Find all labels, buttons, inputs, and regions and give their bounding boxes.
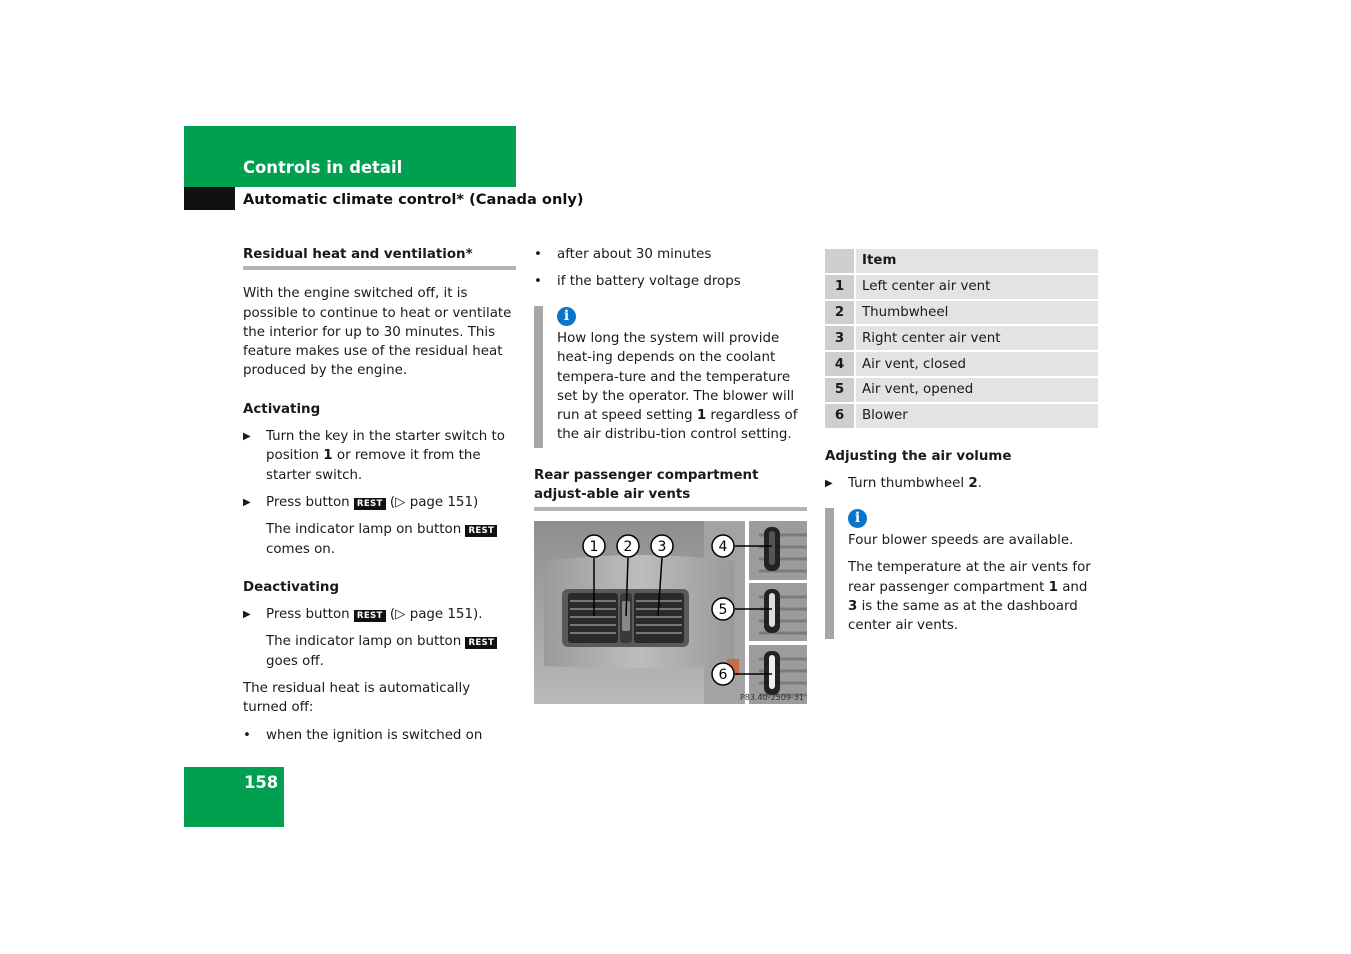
activating-result: The indicator lamp on button REST comes on. [243, 520, 516, 559]
table-row: 5 Air vent, opened [825, 378, 1098, 404]
left-vent-grille [568, 593, 618, 643]
table-row: 1 Left center air vent [825, 275, 1098, 301]
callout-2 [617, 535, 639, 557]
step-arrow-icon: ▶ [243, 431, 251, 443]
callout-5 [712, 598, 734, 620]
auto-off-bullet-1: • when the ignition is switched on [243, 726, 516, 745]
adjust-air-section [825, 447, 1098, 494]
step-arrow-icon: ▶ [243, 496, 251, 508]
inset-vent-opened [749, 583, 807, 641]
auto-off-bullet-3: • if the battery voltage drops [534, 272, 807, 291]
auto-off-bullet-2: • after about 30 minutes [534, 245, 807, 264]
bullet-dot: • [534, 247, 542, 262]
auto-off-paragraph: The residual heat is automatically turned off: [243, 681, 471, 716]
heading-rule [243, 266, 516, 270]
bullet-dot: • [243, 727, 251, 743]
rest-button-icon: REST [354, 498, 386, 510]
activating-step-2: ▶ Press button REST (▷ page 151) [243, 493, 516, 512]
deactivating-heading: Deactivating [243, 579, 340, 595]
info-note-blower [825, 508, 1098, 639]
table-row: 3 Right center air vent [825, 326, 1098, 352]
info-note-heating [534, 306, 807, 448]
subsection-title: Automatic climate control* (Canada only) [243, 191, 584, 208]
svg-text:3: 3 [657, 539, 667, 555]
table-row: 6 Blower [825, 404, 1098, 430]
info-temperature-text: The temperature at the air vents for rear passenger compartment 1 and 3 is the same as at the dashboard center air vents. [848, 560, 1091, 634]
table-header-item: Item [856, 249, 1098, 275]
section-title: Controls in detail [243, 158, 403, 177]
info-heating-text: How long the system will provide heat-ing depends on the coolant tempera-ture and the temperature set by the operator. The blower will run at speed setting 1 regardless of the air distribu-tion control setting. [557, 331, 798, 443]
deactivating-step: ▶ Press button REST (▷ page 151). [243, 605, 516, 624]
table-row: 4 Air vent, closed [825, 352, 1098, 378]
rear-air-vents-figure [534, 521, 807, 704]
column-middle [534, 245, 807, 292]
callout-4 [712, 535, 734, 557]
residual-heat-heading: Residual heat and ventilation* [243, 247, 473, 262]
info-blower-speeds: Four blower speeds are available. [848, 533, 1074, 548]
svg-text:5: 5 [718, 602, 728, 618]
item-table [825, 249, 1098, 430]
activating-step-1: ▶ Turn the key in the starter switch to position 1 or remove it from the starter switch. [243, 429, 505, 483]
header-black-tab [184, 187, 235, 210]
callout-1 [583, 535, 605, 557]
step-arrow-icon: ▶ [825, 478, 833, 490]
page-number: 158 [244, 773, 279, 792]
svg-text:6: 6 [718, 667, 728, 683]
info-icon: i [557, 307, 576, 326]
header-green-bar [184, 126, 516, 187]
table-header-row [825, 249, 1098, 275]
svg-text:4: 4 [718, 539, 728, 555]
table-header-num [825, 249, 856, 275]
rest-button-icon: REST [465, 637, 497, 649]
figure-code: P83.40-2509-31 [739, 693, 804, 702]
step-arrow-icon: ▶ [243, 609, 251, 621]
table-row: 2 Thumbwheel [825, 301, 1098, 327]
intro-paragraph: With the engine switched off, it is possible to continue to heat or ventilate the interior for up to 30 minutes. This feature makes use of the residual heat produced by the engine. [243, 286, 512, 379]
info-icon: i [848, 509, 867, 528]
bullet-dot: • [534, 274, 542, 290]
rest-button-icon: REST [465, 525, 497, 537]
svg-text:1: 1 [589, 539, 599, 555]
callout-3 [651, 535, 673, 557]
page-number-block [184, 767, 284, 827]
activating-heading: Activating [243, 401, 321, 417]
rear-vents-section [534, 466, 807, 511]
callout-6 [712, 663, 734, 685]
column-left [243, 245, 516, 745]
adjust-air-step: ▶ Turn thumbwheel 2. [825, 474, 1098, 493]
rest-button-icon: REST [354, 610, 386, 622]
rear-vents-heading: Rear passenger compartment adjust-able air vents [534, 468, 759, 503]
adjust-air-heading: Adjusting the air volume [825, 449, 1012, 464]
svg-text:2: 2 [623, 539, 633, 555]
heading-rule [534, 507, 807, 511]
deactivating-result: The indicator lamp on button REST goes off. [243, 632, 516, 671]
inset-vent-closed [749, 521, 807, 580]
